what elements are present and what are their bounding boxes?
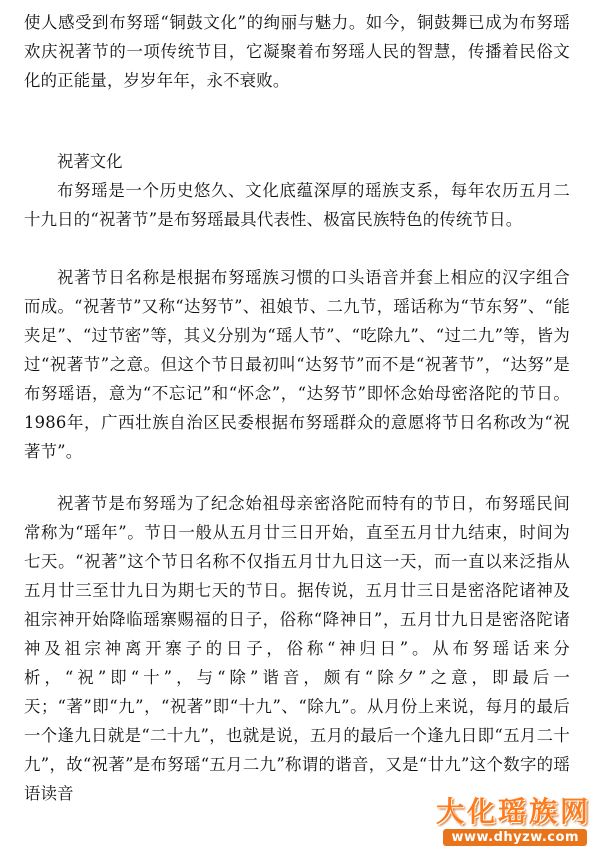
section-heading: 祝著文化 xyxy=(57,152,123,171)
paragraph-1: 使人感受到布努瑶“铜鼓文化”的绚丽与魅力。如今，铜鼓舞已成为布努瑶欢庆祝著节的一项传统节目，它凝聚着布努瑶人民的智慧，传播着民俗文化的正能量，岁岁年年，永不衰败。 xyxy=(24,13,570,90)
watermark-logo-text: 大化瑶族网 xyxy=(435,795,591,828)
paragraph-2: 布努瑶是一个历史悠久、文化底蕴深厚的瑶族支系，每年农历五月二十九日的“祝著节”是布努瑶最具代表性、极富民族特色的传统节日。 xyxy=(24,181,570,229)
watermark-url: www.dhyzw.com xyxy=(443,829,587,846)
paragraph-4: 祝著节是布努瑶为了纪念始祖母亲密洛陀而特有的节日，布努瑶民间常称为“瑶年”。节日一般从五月廿三日开始，直至五月廿九结束，时间为七天。“祝著”这个节日名称不仅指五月廿九日这一天，而一直以来泛指从五月廿三至廿九日为期七天的节日。据传说，五月廿三日是密洛陀诸神及祖宗神开始降临瑶寨赐福的日子，俗称“降神日”，五月廿九日是密洛陀诸神及祖宗神离开寨子的日子，俗称“神归日”。从布努瑶话来分析，“祝”即“十”，与“除”谐音，颇有“除夕”之意，即最后一天；“著”即“九”，“祝著”即“十九”、“除九”。从月份上来说，每月的最后一个逢九日就是“二十九”，也就是说，五月的最后一个逢九日即“五月二十九”，故“祝著”是布努瑶“五月二九”称谓的谐音，又是“廿九”这个数字的瑶语读音 xyxy=(24,494,570,803)
site-watermark xyxy=(386,790,591,846)
paragraph-3: 祝著节日名称是根据布努瑶族习惯的口头语音并套上相应的汉字组合而成。“祝著节”又称“达努节”、祖娘节、二九节，瑶话称为“节东努”、“能夹足”、“过节密”等，其义分别为“瑶人节”、“吃除九”、“过二九”等，皆为过“祝著节”之意。但这个节日最初叫“达努节”而不是“祝著节”，“达努”是布努瑶语，意为“不忘记”和“怀念”，“达努节”即怀念始母密洛陀的节日。1986年，广西壮族自治区民委根据布努瑶群众的意愿将节日名称改为“祝著节”。 xyxy=(24,268,570,461)
